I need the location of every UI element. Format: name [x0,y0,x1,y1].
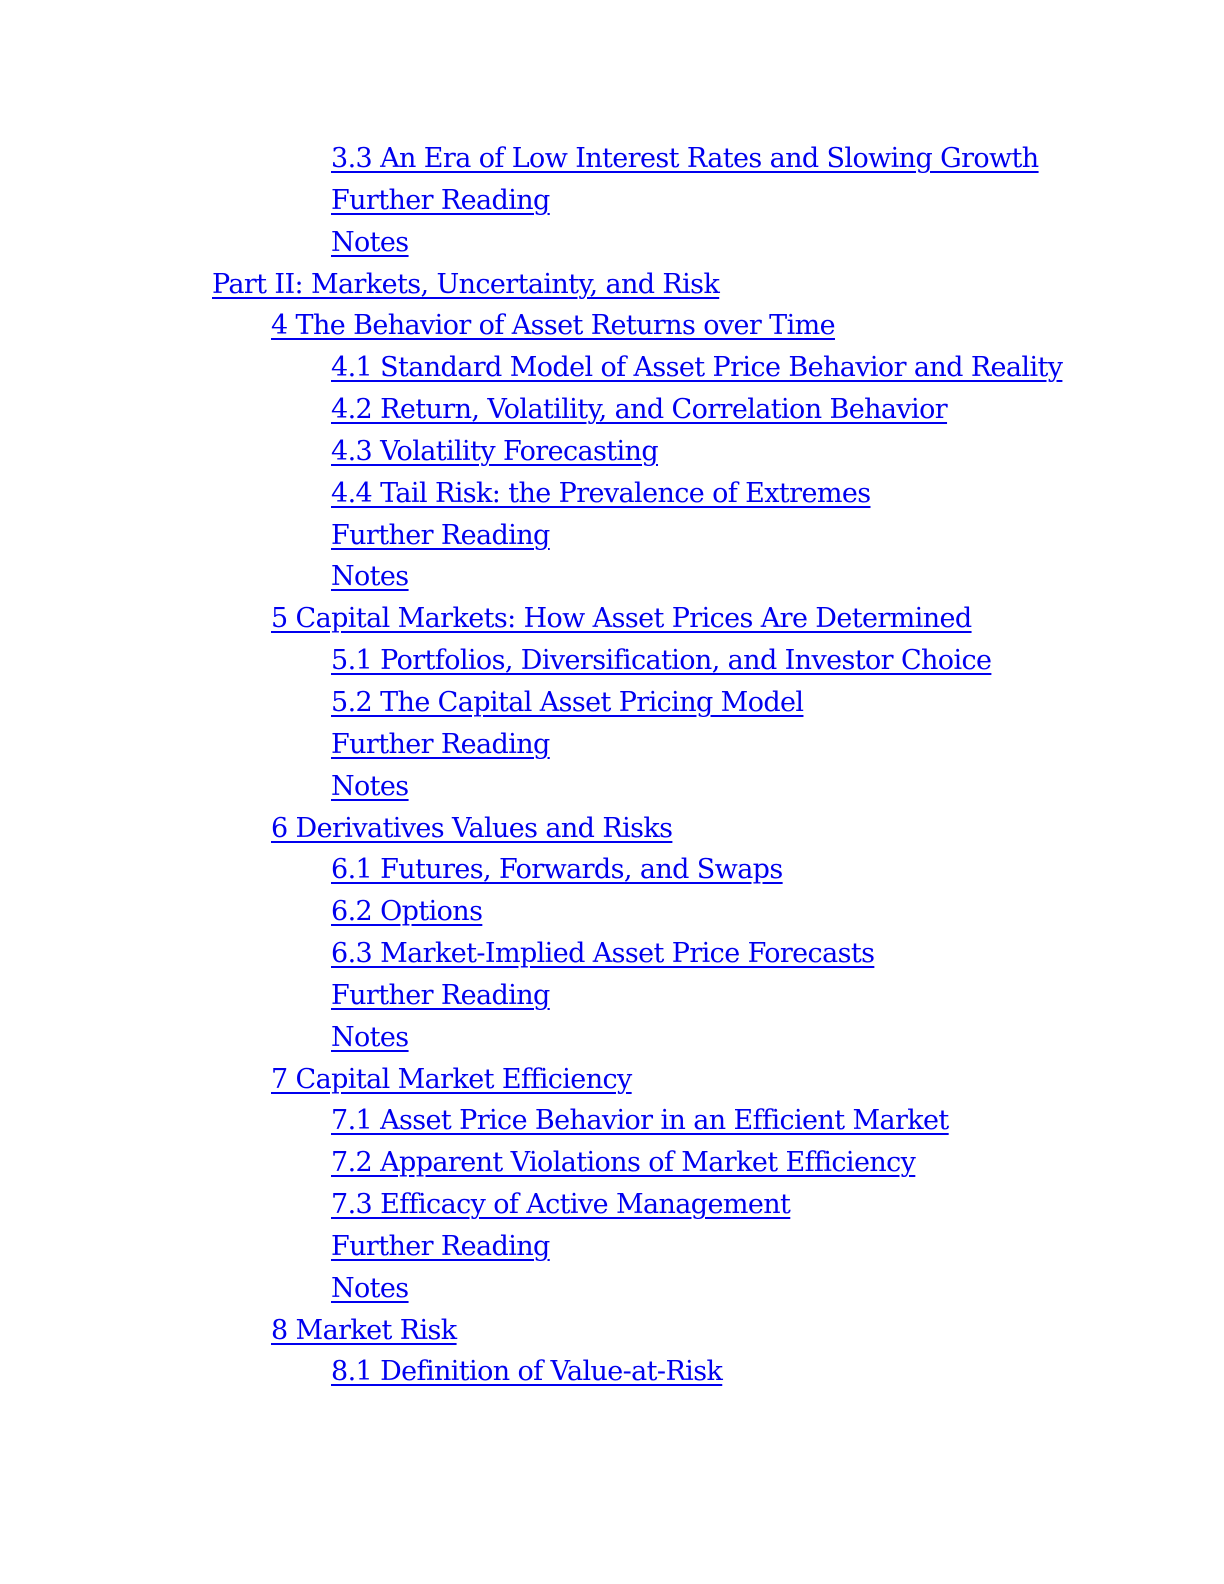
toc-link[interactable]: 5 Capital Markets: How Asset Prices Are Determined [271,603,972,635]
toc-entry [0,180,1224,222]
toc-entry [0,431,1224,473]
toc-entry [0,1100,1224,1142]
toc-link[interactable]: 7.3 Efficacy of Active Management [331,1189,791,1221]
toc-link[interactable]: 6.2 Options [331,896,483,928]
toc-entry [0,305,1224,347]
toc-link[interactable]: 4.2 Return, Volatility, and Correlation Behavior [331,394,948,426]
toc-entry [0,849,1224,891]
toc-link[interactable]: Further Reading [331,979,550,1011]
toc-entry [0,1226,1224,1268]
toc-entry [0,640,1224,682]
toc-link[interactable]: 8.1 Definition of Value-at-Risk [331,1356,723,1388]
toc-entry [0,1268,1224,1310]
toc-entry [0,975,1224,1017]
toc-link[interactable]: 7.2 Apparent Violations of Market Efficiency [331,1147,916,1179]
toc-entry [0,1351,1224,1393]
toc-link[interactable]: 6 Derivatives Values and Risks [271,812,673,844]
toc-entry [0,598,1224,640]
toc-link[interactable]: 4.4 Tail Risk: the Prevalence of Extremes [331,477,871,509]
toc-link[interactable]: Further Reading [331,728,550,760]
toc-link[interactable]: 7 Capital Market Efficiency [271,1063,632,1095]
table-of-contents [0,138,1224,1393]
toc-entry [0,682,1224,724]
toc-link[interactable]: 5.2 The Capital Asset Pricing Model [331,686,804,718]
toc-entry [0,724,1224,766]
toc-entry [0,473,1224,515]
toc-link[interactable]: 4.3 Volatility Forecasting [331,435,659,467]
toc-link[interactable]: 3.3 An Era of Low Interest Rates and Slowing Growth [331,143,1039,174]
toc-link[interactable]: Notes [331,770,409,802]
toc-link[interactable]: Further Reading [331,184,550,216]
toc-link[interactable]: Part II: Markets, Uncertainty, and Risk [212,268,720,300]
toc-link[interactable]: Notes [331,226,409,258]
toc-link[interactable]: 7.1 Asset Price Behavior in an Efficient Market [331,1105,949,1137]
toc-link[interactable]: Further Reading [331,519,550,551]
toc-entry [0,222,1224,264]
toc-entry [0,1184,1224,1226]
toc-entry [0,347,1224,389]
toc-entry [0,933,1224,975]
toc-link[interactable]: Notes [331,1021,409,1053]
toc-link[interactable]: Notes [331,561,409,593]
toc-entry [0,138,1224,180]
toc-entry [0,515,1224,557]
toc-entry [0,556,1224,598]
toc-link[interactable]: 6.1 Futures, Forwards, and Swaps [331,854,783,886]
toc-entry [0,1310,1224,1352]
toc-link[interactable]: 4 The Behavior of Asset Returns over Time [271,310,835,342]
toc-link[interactable]: 5.1 Portfolios, Diversification, and Investor Choice [331,645,992,677]
toc-entry [0,264,1224,306]
toc-entry [0,1059,1224,1101]
toc-link[interactable]: 6.3 Market-Implied Asset Price Forecasts [331,938,875,970]
toc-entry [0,808,1224,850]
toc-entry [0,1017,1224,1059]
toc-link[interactable]: 4.1 Standard Model of Asset Price Behavior and Reality [331,352,1063,384]
toc-link[interactable]: Further Reading [331,1230,550,1262]
toc-entry [0,1142,1224,1184]
toc-link[interactable]: Notes [331,1272,409,1304]
toc-link[interactable]: 8 Market Risk [271,1314,457,1346]
toc-entry [0,891,1224,933]
toc-entry [0,389,1224,431]
toc-entry [0,766,1224,808]
